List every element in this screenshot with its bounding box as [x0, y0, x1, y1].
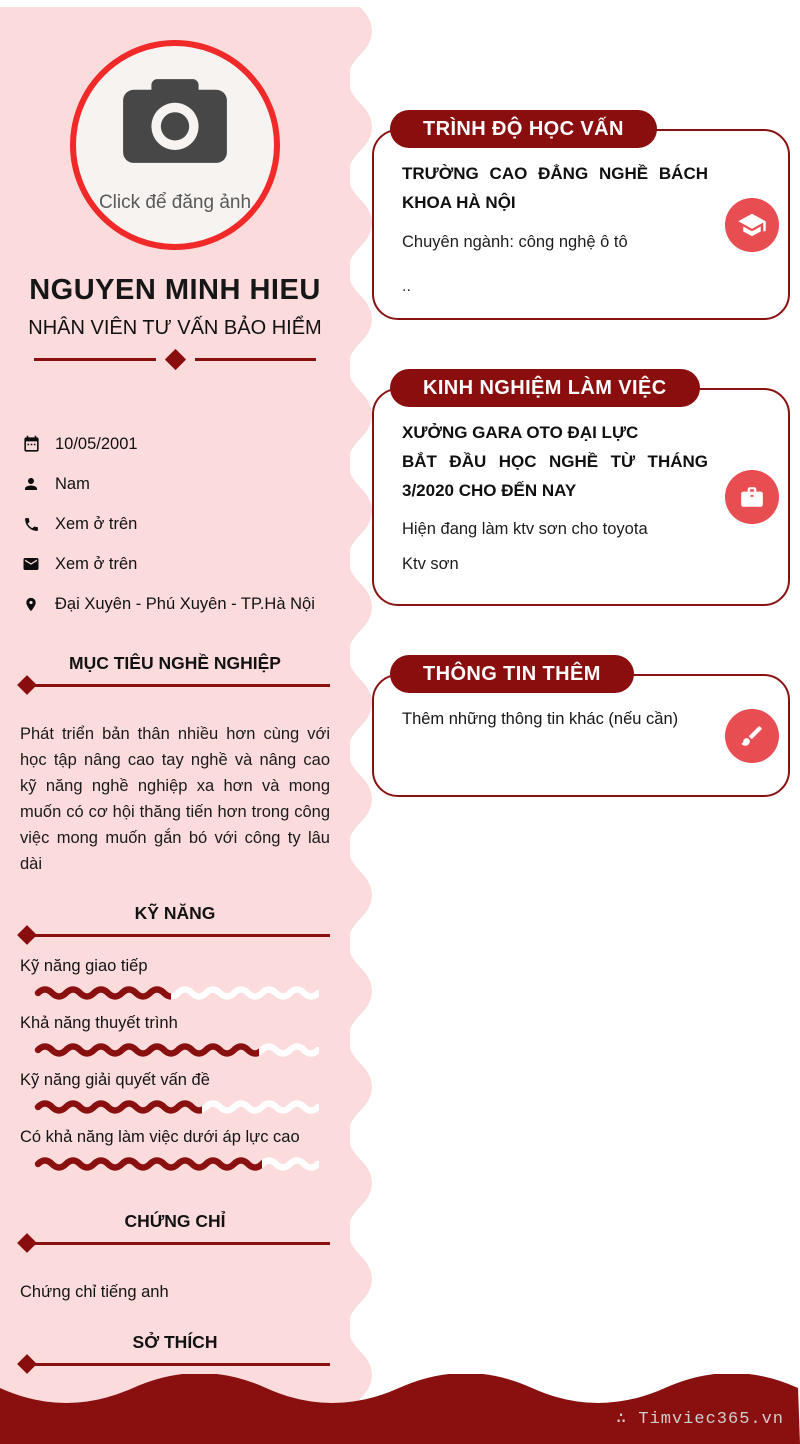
skill-fill [34, 985, 171, 1000]
sidebar [0, 7, 350, 1444]
additional-icon-badge [725, 709, 779, 763]
candidate-name: NGUYEN MINH HIEU [29, 274, 321, 306]
section-certificates [20, 1211, 330, 1302]
skill-item [20, 957, 330, 1000]
email-icon [20, 555, 42, 573]
education-card [372, 129, 790, 320]
skill-item [20, 1014, 330, 1057]
objective-heading: MỤC TIÊU NGHỀ NGHIỆP [69, 653, 281, 673]
divider-line [195, 358, 317, 361]
graduation-cap-icon [737, 210, 767, 240]
footer-wave [0, 1374, 800, 1444]
contact-row-email [20, 555, 330, 573]
section-objective [20, 653, 330, 877]
education-note: .. [402, 278, 411, 295]
photo-upload-caption[interactable]: Click để đăng ảnh [98, 192, 252, 213]
section-education [372, 110, 790, 320]
contact-row-birthday [20, 435, 330, 453]
additional-text: Thêm những thông tin khác (nếu cần) [402, 710, 679, 728]
heading-rule [20, 927, 330, 943]
address-value: Đại Xuyên - Phú Xuyên - TP.Hà Nội [55, 594, 315, 613]
sidebar-wave-path [350, 7, 372, 1444]
skill-fill [34, 1156, 262, 1171]
person-icon [20, 475, 42, 493]
experience-company: XƯỞNG GARA OTO ĐẠI LỰC [402, 423, 639, 442]
contact-row-phone [20, 515, 330, 533]
skill-label: Kỹ năng giao tiếp [20, 957, 148, 975]
section-skills [20, 903, 330, 1171]
skill-bar [34, 1156, 319, 1171]
skill-bar [34, 1042, 319, 1057]
education-school: TRƯỜNG CAO ĐẲNG NGHỀ BÁCH KHOA HÀ NỘI [402, 164, 708, 212]
experience-card [372, 388, 790, 606]
skill-label: Khả năng thuyết trình [20, 1014, 178, 1032]
hobbies-heading: SỞ THÍCH [132, 1332, 218, 1352]
skill-fill [34, 1042, 259, 1057]
skill-bar [34, 985, 319, 1000]
phone-icon [20, 516, 42, 533]
birthday-value: 10/05/2001 [55, 434, 138, 453]
skills-heading: KỸ NĂNG [134, 903, 216, 923]
skill-item [20, 1071, 330, 1114]
certificates-text: Chứng chỉ tiếng anh [20, 1283, 169, 1301]
experience-period: BẮT ĐẦU HỌC NGHỀ TỪ THÁNG 3/2020 CHO ĐẾN NAY [402, 452, 708, 500]
candidate-job-title: NHÂN VIÊN TƯ VẤN BẢO HIỂM [28, 317, 322, 339]
name-divider [34, 352, 316, 367]
experience-section-header: KINH NGHIỆM LÀM VIỆC [390, 369, 700, 407]
calendar-icon [20, 435, 42, 454]
experience-desc-2: Ktv sơn [402, 555, 459, 573]
divider-line [34, 358, 156, 361]
heading-rule [20, 1356, 330, 1372]
location-icon [20, 595, 42, 614]
main-column [372, 110, 790, 846]
contact-row-gender [20, 475, 330, 493]
rule-line [27, 1242, 330, 1245]
heading-rule [20, 1235, 330, 1251]
contact-row-address [20, 595, 330, 613]
rule-line [27, 1363, 330, 1366]
photo-upload-button[interactable] [70, 40, 280, 250]
briefcase-icon [739, 484, 765, 510]
experience-desc-1: Hiện đang làm ktv sơn cho toyota [402, 520, 648, 538]
education-section-header: TRÌNH ĐỘ HỌC VẤN [390, 110, 657, 148]
heading-rule [20, 677, 330, 693]
skill-label: Có khả năng làm việc dưới áp lực cao [20, 1128, 300, 1146]
site-watermark: ∴ Timviec365.vn [615, 1410, 784, 1429]
phone-value: Xem ở trên [55, 514, 138, 533]
section-additional-info [372, 655, 790, 797]
skill-item [20, 1128, 330, 1171]
education-icon-badge [725, 198, 779, 252]
certificates-heading: CHỨNG CHỈ [124, 1211, 226, 1231]
experience-icon-badge [725, 470, 779, 524]
paintbrush-icon [739, 723, 765, 749]
objective-text: Phát triển bản thân nhiều hơn cùng với học tập nâng cao tay nghề và nâng cao kỹ năng nghề nghiệp xa hơn và mong muốn có cơ hội thăng tiến hơn trong công việc mong muốn gắn bó với công ty lâu dài [20, 725, 330, 873]
additional-section-header: THÔNG TIN THÊM [390, 655, 634, 693]
skill-bar [34, 1099, 319, 1114]
diamond-icon [164, 349, 185, 370]
email-value: Xem ở trên [55, 554, 138, 573]
skill-fill [34, 1099, 202, 1114]
education-major: Chuyên ngành: công nghệ ô tô [402, 233, 628, 251]
section-experience [372, 369, 790, 606]
gender-value: Nam [55, 474, 90, 493]
skill-label: Kỹ năng giải quyết vấn đề [20, 1071, 210, 1089]
camera-icon [116, 78, 234, 170]
contact-list [20, 435, 330, 613]
rule-line [27, 684, 330, 687]
rule-line [27, 934, 330, 937]
